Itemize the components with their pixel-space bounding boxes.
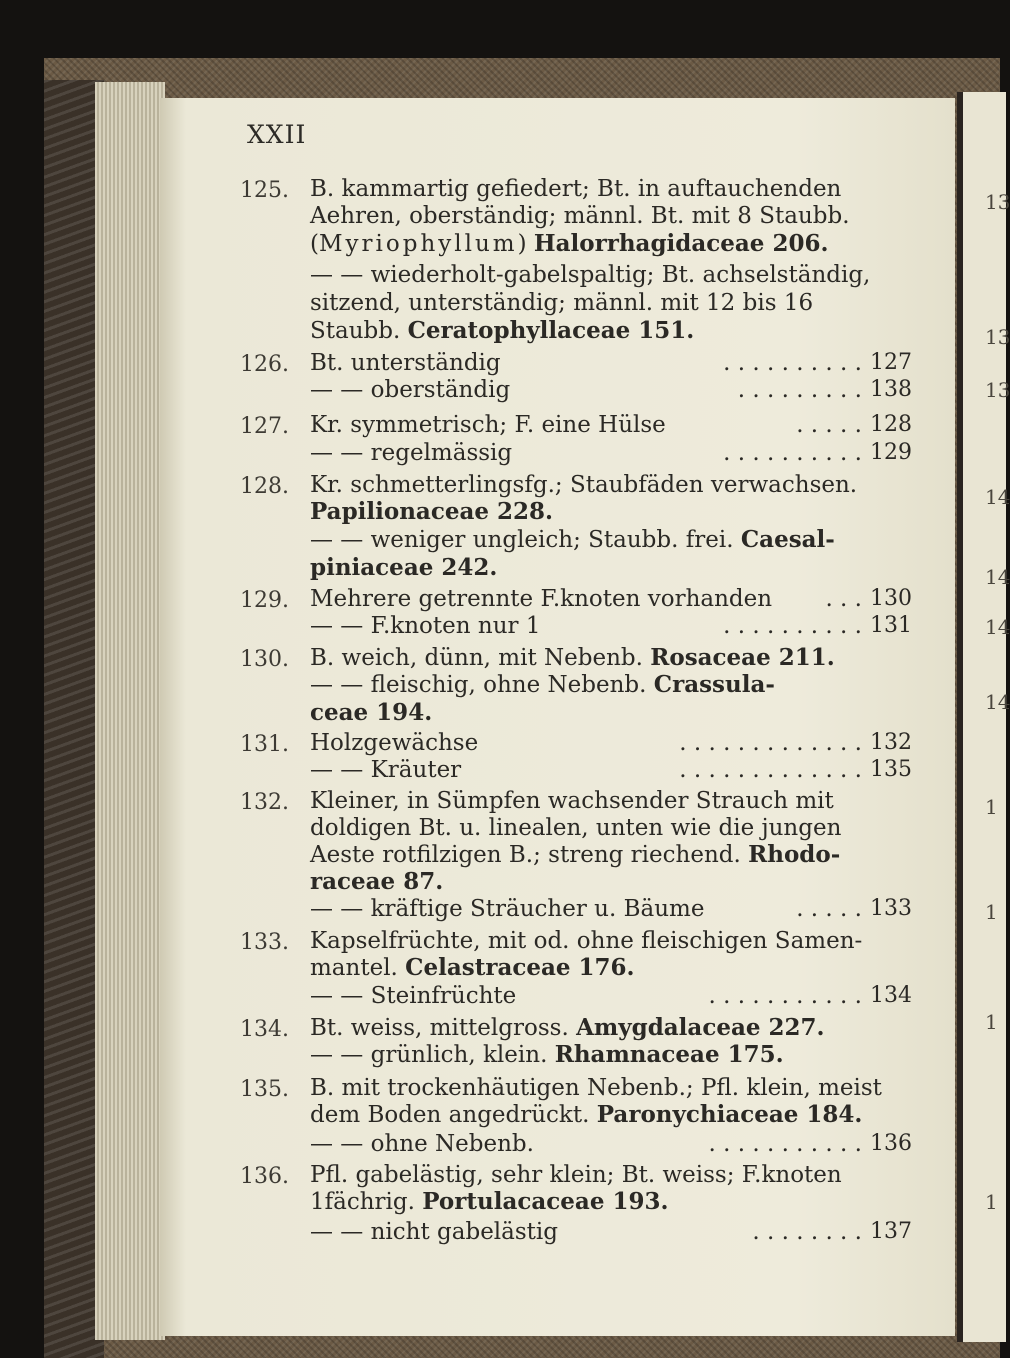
entry-number: 136. xyxy=(240,1164,289,1189)
line-text: Aehren, oberständig; männl. Bt. mit 8 Staubb. xyxy=(310,203,850,229)
entry-line xyxy=(310,527,835,553)
line-text: Mehrere getrennte F.knoten vorhanden xyxy=(310,586,773,612)
line-text: 1fächrig. xyxy=(310,1189,423,1215)
entry-number: 126. xyxy=(240,352,289,377)
line-text: — — fleischig, ohne Nebenb. xyxy=(310,672,654,698)
target-entry-number: 129 xyxy=(870,440,912,465)
entry-number: 133. xyxy=(240,930,289,955)
family-name: piniaceae 242. xyxy=(310,554,498,581)
line-text: Aeste rotfilzigen B.; streng riechend. xyxy=(310,842,749,868)
entry-number: 129. xyxy=(240,588,289,613)
family-name: Halorrhagidaceae 206. xyxy=(533,230,829,257)
entry-line xyxy=(310,377,510,403)
entry-line xyxy=(310,842,840,868)
entry-number: 134. xyxy=(240,1017,289,1042)
genus-name: Myriophyllum xyxy=(318,231,518,257)
entry-line xyxy=(310,645,835,671)
family-name: ceae 194. xyxy=(310,699,433,726)
facing-page-fragment: 14 xyxy=(985,615,1010,639)
entry-line xyxy=(310,290,813,316)
target-entry-number: 133 xyxy=(870,896,912,921)
leader-dots: . . . . . . . . . . xyxy=(723,613,862,639)
line-text: Staubb. xyxy=(310,318,408,344)
page-number: XXII xyxy=(247,120,307,149)
line-text: Bt. weiss, mittelgross. xyxy=(310,1015,577,1041)
entry-line xyxy=(310,231,828,257)
line-text: Bt. unterständig xyxy=(310,350,501,376)
entry-line xyxy=(310,1131,534,1157)
line-text: dem Boden angedrückt. xyxy=(310,1102,597,1128)
entry-line xyxy=(310,869,443,895)
line-text: — — kräftige Sträucher u. Bäume xyxy=(310,896,705,922)
target-entry-number: 131 xyxy=(870,613,912,638)
entry-line xyxy=(310,203,850,229)
target-entry-number: 134 xyxy=(870,983,912,1008)
line-text: Kr. symmetrisch; F. eine Hülse xyxy=(310,412,666,438)
leader-dots: . . . . . . . . . . . . . xyxy=(679,757,862,783)
line-text: mantel. xyxy=(310,955,406,981)
line-text: — — grünlich, klein. xyxy=(310,1042,555,1068)
target-entry-number: 127 xyxy=(870,350,912,375)
target-entry-number: 137 xyxy=(870,1219,912,1244)
leader-dots: . . . . . . . . xyxy=(752,1219,862,1245)
family-name: Amygdalaceae 227. xyxy=(576,1014,825,1041)
entry-number: 125. xyxy=(240,178,289,203)
facing-page-fragment: 1 xyxy=(985,1010,998,1034)
leader-dots: . . . . . xyxy=(796,412,862,438)
target-entry-number: 135 xyxy=(870,757,912,782)
entry-line xyxy=(310,1075,882,1101)
line-text: — — regelmässig xyxy=(310,440,513,466)
family-name: Papilionaceae 228. xyxy=(310,498,554,525)
entry-line xyxy=(310,1042,784,1068)
entry-line xyxy=(310,586,772,612)
facing-page-fragment: 1 xyxy=(985,795,998,819)
entry-number: 135. xyxy=(240,1077,289,1102)
line-text: — — weniger ungleich; Staubb. frei. xyxy=(310,527,741,553)
entry-number: 130. xyxy=(240,647,289,672)
entry-line xyxy=(310,757,461,783)
family-name: Paronychiaceae 184. xyxy=(596,1101,863,1128)
leader-dots: . . . . . . . . . . xyxy=(723,350,862,376)
entry-line xyxy=(310,983,516,1009)
line-text: Kapselfrüchte, mit od. ohne fleischigen Samen- xyxy=(310,928,863,954)
entry-line xyxy=(310,700,432,726)
entry-number: 131. xyxy=(240,732,289,757)
entry-line xyxy=(310,955,635,981)
facing-page-fragment: 13 xyxy=(985,378,1010,402)
line-text: — — nicht gabelästig xyxy=(310,1219,559,1245)
line-text: — — Kräuter xyxy=(310,757,462,783)
target-entry-number: 138 xyxy=(870,377,912,402)
entry-line xyxy=(310,815,841,841)
line-text: — — Steinfrüchte xyxy=(310,983,517,1009)
line-text: Kr. schmetterlingsfg.; Staubfäden verwachsen. xyxy=(310,472,858,498)
entry-line xyxy=(310,318,694,344)
family-name: raceae 87. xyxy=(310,868,444,895)
target-entry-number: 136 xyxy=(870,1131,912,1156)
leader-dots: . . . . . . . . . . . xyxy=(708,983,862,1009)
facing-page-fragment: 13 xyxy=(985,325,1010,349)
facing-page-fragment: 1 xyxy=(985,1190,998,1214)
line-text: Kleiner, in Sümpfen wachsender Strauch mit xyxy=(310,788,834,814)
leader-dots: . . . xyxy=(825,586,862,612)
entry-line xyxy=(310,412,666,438)
entry-line xyxy=(310,1162,842,1188)
leader-dots: . . . . . . . . . . . xyxy=(708,1131,862,1157)
entry-line xyxy=(310,1189,668,1215)
entry-line xyxy=(310,555,497,581)
line-text: ) xyxy=(517,231,534,257)
entry-number: 132. xyxy=(240,790,289,815)
entry-line xyxy=(310,613,540,639)
facing-page-fragment: 14 xyxy=(985,485,1010,509)
entry-line xyxy=(310,1219,558,1245)
leader-dots: . . . . . . . . . xyxy=(737,377,862,403)
entry-line xyxy=(310,672,775,698)
target-entry-number: 128 xyxy=(870,412,912,437)
family-name: Celastraceae 176. xyxy=(405,954,635,981)
entry-line xyxy=(310,928,862,954)
family-name: Ceratophyllaceae 151. xyxy=(407,317,695,344)
line-text: sitzend, unterständig; männl. mit 12 bis 16 xyxy=(310,290,814,316)
leader-dots: . . . . . . . . . . . . . xyxy=(679,730,862,756)
facing-page-fragment: 1 xyxy=(985,900,998,924)
line-text: B. weich, dünn, mit Nebenb. xyxy=(310,645,651,671)
line-text: Holzgewächse xyxy=(310,730,479,756)
target-entry-number: 132 xyxy=(870,730,912,755)
entry-line xyxy=(310,350,501,376)
entry-number: 127. xyxy=(240,414,289,439)
entry-line xyxy=(310,472,857,498)
entry-line xyxy=(310,176,841,202)
family-name: Caesal- xyxy=(740,526,835,553)
family-name: Rhamnaceae 175. xyxy=(554,1041,784,1068)
line-text: — — ohne Nebenb. xyxy=(310,1131,534,1157)
entry-line xyxy=(310,896,704,922)
facing-page-fragment: 14 xyxy=(985,690,1010,714)
family-name: Rhodo- xyxy=(748,841,841,868)
line-text: Pfl. gabelästig, sehr klein; Bt. weiss; F.knoten xyxy=(310,1162,842,1188)
line-text: — — F.knoten nur 1 xyxy=(310,613,541,639)
line-text: B. mit trockenhäutigen Nebenb.; Pfl. klein, meist xyxy=(310,1075,882,1101)
facing-page-fragment: 14 xyxy=(985,565,1010,589)
leader-dots: . . . . . . . . . . xyxy=(723,440,862,466)
entry-line xyxy=(310,440,512,466)
facing-page-fragment: 13 xyxy=(985,190,1010,214)
entry-line xyxy=(310,499,553,525)
target-entry-number: 130 xyxy=(870,586,912,611)
entry-line xyxy=(310,262,870,288)
family-name: Crassula- xyxy=(653,671,775,698)
entry-line xyxy=(310,730,478,756)
leader-dots: . . . . . xyxy=(796,896,862,922)
family-name: Portulacaceae 193. xyxy=(422,1188,669,1215)
entry-line xyxy=(310,1102,862,1128)
line-text: ( xyxy=(310,231,319,257)
family-name: Rosaceae 211. xyxy=(650,644,835,671)
entry-line xyxy=(310,788,834,814)
entry-number: 128. xyxy=(240,474,289,499)
line-text: B. kammartig gefiedert; Bt. in auftauchenden xyxy=(310,176,842,202)
entry-line xyxy=(310,1015,825,1041)
line-text: — — oberständig xyxy=(310,377,511,403)
line-text: doldigen Bt. u. linealen, unten wie die jungen xyxy=(310,815,842,841)
line-text: — — wiederholt-gabelspaltig; Bt. achselständig, xyxy=(310,262,871,288)
